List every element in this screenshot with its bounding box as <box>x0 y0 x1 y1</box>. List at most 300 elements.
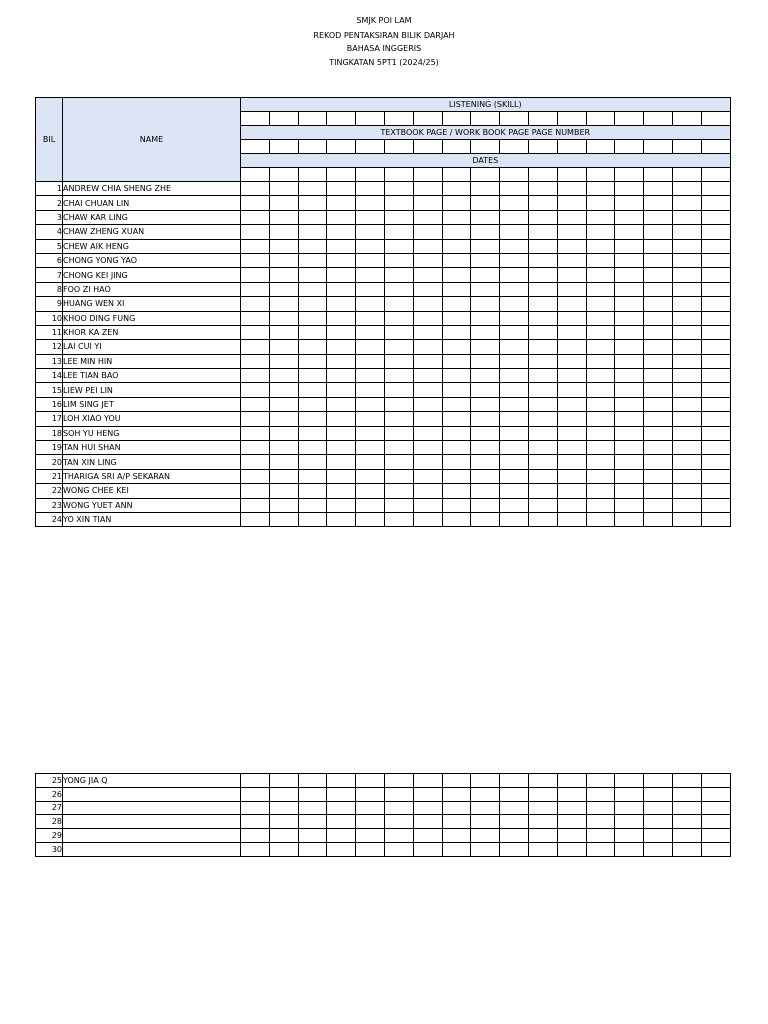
grade-cell[interactable] <box>241 340 270 354</box>
grade-cell[interactable] <box>528 311 557 325</box>
grade-cell[interactable] <box>701 210 730 224</box>
grade-cell[interactable] <box>413 512 442 526</box>
grade-cell[interactable] <box>471 383 500 397</box>
grade-cell[interactable] <box>528 801 557 815</box>
grade-cell[interactable] <box>701 787 730 801</box>
grade-cell[interactable] <box>471 239 500 253</box>
grade-cell[interactable] <box>500 484 529 498</box>
grade-cell[interactable] <box>413 168 442 182</box>
grade-cell[interactable] <box>500 441 529 455</box>
grade-cell[interactable] <box>528 397 557 411</box>
grade-cell[interactable] <box>557 484 586 498</box>
grade-cell[interactable] <box>701 774 730 788</box>
grade-cell[interactable] <box>384 311 413 325</box>
grade-cell[interactable] <box>356 498 385 512</box>
grade-cell[interactable] <box>327 282 356 296</box>
grade-cell[interactable] <box>356 829 385 843</box>
grade-cell[interactable] <box>413 412 442 426</box>
grade-cell[interactable] <box>241 282 270 296</box>
grade-cell[interactable] <box>413 815 442 829</box>
grade-cell[interactable] <box>672 469 701 483</box>
grade-cell[interactable] <box>241 469 270 483</box>
grade-cell[interactable] <box>586 455 615 469</box>
grade-cell[interactable] <box>269 225 298 239</box>
grade-cell[interactable] <box>528 268 557 282</box>
grade-cell[interactable] <box>356 340 385 354</box>
grade-cell[interactable] <box>644 297 673 311</box>
grade-cell[interactable] <box>500 210 529 224</box>
grade-cell[interactable] <box>557 369 586 383</box>
grade-cell[interactable] <box>615 426 644 440</box>
grade-cell[interactable] <box>356 383 385 397</box>
grade-cell[interactable] <box>615 210 644 224</box>
grade-cell[interactable] <box>672 801 701 815</box>
grade-cell[interactable] <box>557 455 586 469</box>
grade-cell[interactable] <box>701 829 730 843</box>
grade-cell[interactable] <box>644 112 673 126</box>
grade-cell[interactable] <box>269 842 298 856</box>
grade-cell[interactable] <box>413 426 442 440</box>
grade-cell[interactable] <box>269 168 298 182</box>
grade-cell[interactable] <box>356 441 385 455</box>
grade-cell[interactable] <box>384 469 413 483</box>
grade-cell[interactable] <box>615 168 644 182</box>
grade-cell[interactable] <box>672 239 701 253</box>
grade-cell[interactable] <box>298 210 327 224</box>
grade-cell[interactable] <box>701 354 730 368</box>
grade-cell[interactable] <box>644 182 673 196</box>
grade-cell[interactable] <box>644 311 673 325</box>
grade-cell[interactable] <box>298 325 327 339</box>
grade-cell[interactable] <box>298 774 327 788</box>
grade-cell[interactable] <box>644 239 673 253</box>
grade-cell[interactable] <box>413 774 442 788</box>
grade-cell[interactable] <box>557 383 586 397</box>
grade-cell[interactable] <box>615 354 644 368</box>
grade-cell[interactable] <box>442 112 471 126</box>
grade-cell[interactable] <box>384 369 413 383</box>
grade-cell[interactable] <box>327 484 356 498</box>
grade-cell[interactable] <box>701 842 730 856</box>
grade-cell[interactable] <box>644 455 673 469</box>
grade-cell[interactable] <box>471 268 500 282</box>
grade-cell[interactable] <box>672 774 701 788</box>
grade-cell[interactable] <box>528 297 557 311</box>
grade-cell[interactable] <box>586 829 615 843</box>
grade-cell[interactable] <box>586 182 615 196</box>
grade-cell[interactable] <box>644 512 673 526</box>
grade-cell[interactable] <box>701 340 730 354</box>
grade-cell[interactable] <box>586 282 615 296</box>
grade-cell[interactable] <box>442 787 471 801</box>
grade-cell[interactable] <box>500 282 529 296</box>
grade-cell[interactable] <box>269 397 298 411</box>
grade-cell[interactable] <box>586 140 615 154</box>
grade-cell[interactable] <box>471 311 500 325</box>
grade-cell[interactable] <box>500 239 529 253</box>
grade-cell[interactable] <box>500 340 529 354</box>
grade-cell[interactable] <box>557 168 586 182</box>
grade-cell[interactable] <box>471 829 500 843</box>
grade-cell[interactable] <box>413 354 442 368</box>
grade-cell[interactable] <box>471 369 500 383</box>
grade-cell[interactable] <box>413 225 442 239</box>
grade-cell[interactable] <box>644 253 673 267</box>
grade-cell[interactable] <box>701 253 730 267</box>
grade-cell[interactable] <box>442 383 471 397</box>
grade-cell[interactable] <box>269 774 298 788</box>
grade-cell[interactable] <box>672 168 701 182</box>
grade-cell[interactable] <box>471 441 500 455</box>
grade-cell[interactable] <box>384 484 413 498</box>
grade-cell[interactable] <box>557 340 586 354</box>
grade-cell[interactable] <box>701 325 730 339</box>
grade-cell[interactable] <box>500 225 529 239</box>
grade-cell[interactable] <box>586 297 615 311</box>
grade-cell[interactable] <box>471 787 500 801</box>
grade-cell[interactable] <box>327 426 356 440</box>
grade-cell[interactable] <box>701 311 730 325</box>
grade-cell[interactable] <box>586 498 615 512</box>
grade-cell[interactable] <box>298 268 327 282</box>
grade-cell[interactable] <box>356 484 385 498</box>
grade-cell[interactable] <box>298 512 327 526</box>
grade-cell[interactable] <box>269 426 298 440</box>
grade-cell[interactable] <box>269 239 298 253</box>
grade-cell[interactable] <box>701 182 730 196</box>
grade-cell[interactable] <box>241 268 270 282</box>
grade-cell[interactable] <box>327 441 356 455</box>
grade-cell[interactable] <box>269 455 298 469</box>
grade-cell[interactable] <box>500 397 529 411</box>
grade-cell[interactable] <box>413 297 442 311</box>
grade-cell[interactable] <box>442 397 471 411</box>
grade-cell[interactable] <box>298 253 327 267</box>
grade-cell[interactable] <box>644 196 673 210</box>
grade-cell[interactable] <box>298 815 327 829</box>
grade-cell[interactable] <box>327 801 356 815</box>
grade-cell[interactable] <box>241 210 270 224</box>
grade-cell[interactable] <box>442 369 471 383</box>
grade-cell[interactable] <box>442 325 471 339</box>
grade-cell[interactable] <box>644 168 673 182</box>
grade-cell[interactable] <box>644 774 673 788</box>
grade-cell[interactable] <box>615 774 644 788</box>
grade-cell[interactable] <box>413 498 442 512</box>
grade-cell[interactable] <box>413 801 442 815</box>
grade-cell[interactable] <box>644 441 673 455</box>
grade-cell[interactable] <box>528 455 557 469</box>
grade-cell[interactable] <box>644 498 673 512</box>
grade-cell[interactable] <box>471 498 500 512</box>
grade-cell[interactable] <box>528 815 557 829</box>
grade-cell[interactable] <box>615 484 644 498</box>
grade-cell[interactable] <box>586 225 615 239</box>
grade-cell[interactable] <box>356 297 385 311</box>
grade-cell[interactable] <box>500 787 529 801</box>
grade-cell[interactable] <box>500 774 529 788</box>
grade-cell[interactable] <box>384 340 413 354</box>
grade-cell[interactable] <box>356 801 385 815</box>
grade-cell[interactable] <box>327 512 356 526</box>
grade-cell[interactable] <box>413 383 442 397</box>
grade-cell[interactable] <box>327 340 356 354</box>
grade-cell[interactable] <box>356 787 385 801</box>
grade-cell[interactable] <box>327 325 356 339</box>
grade-cell[interactable] <box>644 383 673 397</box>
grade-cell[interactable] <box>528 842 557 856</box>
grade-cell[interactable] <box>644 140 673 154</box>
grade-cell[interactable] <box>413 196 442 210</box>
grade-cell[interactable] <box>269 787 298 801</box>
grade-cell[interactable] <box>528 441 557 455</box>
grade-cell[interactable] <box>327 268 356 282</box>
grade-cell[interactable] <box>701 225 730 239</box>
grade-cell[interactable] <box>298 787 327 801</box>
grade-cell[interactable] <box>586 354 615 368</box>
grade-cell[interactable] <box>241 182 270 196</box>
grade-cell[interactable] <box>471 325 500 339</box>
grade-cell[interactable] <box>442 239 471 253</box>
grade-cell[interactable] <box>500 196 529 210</box>
grade-cell[interactable] <box>298 383 327 397</box>
grade-cell[interactable] <box>557 412 586 426</box>
grade-cell[interactable] <box>471 182 500 196</box>
grade-cell[interactable] <box>500 168 529 182</box>
grade-cell[interactable] <box>241 196 270 210</box>
grade-cell[interactable] <box>442 210 471 224</box>
grade-cell[interactable] <box>384 774 413 788</box>
grade-cell[interactable] <box>298 225 327 239</box>
grade-cell[interactable] <box>586 210 615 224</box>
grade-cell[interactable] <box>672 253 701 267</box>
grade-cell[interactable] <box>557 297 586 311</box>
grade-cell[interactable] <box>557 140 586 154</box>
grade-cell[interactable] <box>701 441 730 455</box>
grade-cell[interactable] <box>384 168 413 182</box>
grade-cell[interactable] <box>384 225 413 239</box>
grade-cell[interactable] <box>672 210 701 224</box>
grade-cell[interactable] <box>672 354 701 368</box>
grade-cell[interactable] <box>528 253 557 267</box>
grade-cell[interactable] <box>644 340 673 354</box>
grade-cell[interactable] <box>384 801 413 815</box>
grade-cell[interactable] <box>500 412 529 426</box>
grade-cell[interactable] <box>528 369 557 383</box>
grade-cell[interactable] <box>701 801 730 815</box>
grade-cell[interactable] <box>528 340 557 354</box>
grade-cell[interactable] <box>672 484 701 498</box>
grade-cell[interactable] <box>500 469 529 483</box>
grade-cell[interactable] <box>356 225 385 239</box>
grade-cell[interactable] <box>500 383 529 397</box>
grade-cell[interactable] <box>528 426 557 440</box>
grade-cell[interactable] <box>442 225 471 239</box>
grade-cell[interactable] <box>384 182 413 196</box>
grade-cell[interactable] <box>701 397 730 411</box>
grade-cell[interactable] <box>442 297 471 311</box>
grade-cell[interactable] <box>557 441 586 455</box>
grade-cell[interactable] <box>241 168 270 182</box>
grade-cell[interactable] <box>471 297 500 311</box>
grade-cell[interactable] <box>701 196 730 210</box>
grade-cell[interactable] <box>586 412 615 426</box>
grade-cell[interactable] <box>413 340 442 354</box>
grade-cell[interactable] <box>471 484 500 498</box>
grade-cell[interactable] <box>471 397 500 411</box>
grade-cell[interactable] <box>413 469 442 483</box>
grade-cell[interactable] <box>442 253 471 267</box>
grade-cell[interactable] <box>269 196 298 210</box>
grade-cell[interactable] <box>298 829 327 843</box>
grade-cell[interactable] <box>442 484 471 498</box>
grade-cell[interactable] <box>615 815 644 829</box>
grade-cell[interactable] <box>442 340 471 354</box>
grade-cell[interactable] <box>327 383 356 397</box>
grade-cell[interactable] <box>356 815 385 829</box>
grade-cell[interactable] <box>672 512 701 526</box>
grade-cell[interactable] <box>269 412 298 426</box>
grade-cell[interactable] <box>586 325 615 339</box>
grade-cell[interactable] <box>384 441 413 455</box>
grade-cell[interactable] <box>471 815 500 829</box>
grade-cell[interactable] <box>471 842 500 856</box>
grade-cell[interactable] <box>269 210 298 224</box>
grade-cell[interactable] <box>384 829 413 843</box>
grade-cell[interactable] <box>356 369 385 383</box>
grade-cell[interactable] <box>471 253 500 267</box>
grade-cell[interactable] <box>557 210 586 224</box>
grade-cell[interactable] <box>500 140 529 154</box>
grade-cell[interactable] <box>644 225 673 239</box>
grade-cell[interactable] <box>586 484 615 498</box>
grade-cell[interactable] <box>384 383 413 397</box>
grade-cell[interactable] <box>500 512 529 526</box>
grade-cell[interactable] <box>500 369 529 383</box>
grade-cell[interactable] <box>327 354 356 368</box>
grade-cell[interactable] <box>298 282 327 296</box>
grade-cell[interactable] <box>500 426 529 440</box>
grade-cell[interactable] <box>557 112 586 126</box>
grade-cell[interactable] <box>500 268 529 282</box>
grade-cell[interactable] <box>586 268 615 282</box>
grade-cell[interactable] <box>701 426 730 440</box>
grade-cell[interactable] <box>615 397 644 411</box>
grade-cell[interactable] <box>586 168 615 182</box>
grade-cell[interactable] <box>528 210 557 224</box>
grade-cell[interactable] <box>471 210 500 224</box>
grade-cell[interactable] <box>442 311 471 325</box>
grade-cell[interactable] <box>413 140 442 154</box>
grade-cell[interactable] <box>644 484 673 498</box>
grade-cell[interactable] <box>615 801 644 815</box>
grade-cell[interactable] <box>471 340 500 354</box>
grade-cell[interactable] <box>471 140 500 154</box>
grade-cell[interactable] <box>615 469 644 483</box>
grade-cell[interactable] <box>241 829 270 843</box>
grade-cell[interactable] <box>269 512 298 526</box>
grade-cell[interactable] <box>384 196 413 210</box>
grade-cell[interactable] <box>528 325 557 339</box>
grade-cell[interactable] <box>615 268 644 282</box>
grade-cell[interactable] <box>241 239 270 253</box>
grade-cell[interactable] <box>586 369 615 383</box>
grade-cell[interactable] <box>644 829 673 843</box>
grade-cell[interactable] <box>384 498 413 512</box>
grade-cell[interactable] <box>356 140 385 154</box>
grade-cell[interactable] <box>384 140 413 154</box>
grade-cell[interactable] <box>672 140 701 154</box>
grade-cell[interactable] <box>269 801 298 815</box>
grade-cell[interactable] <box>356 455 385 469</box>
grade-cell[interactable] <box>241 774 270 788</box>
grade-cell[interactable] <box>327 239 356 253</box>
grade-cell[interactable] <box>701 282 730 296</box>
grade-cell[interactable] <box>327 498 356 512</box>
grade-cell[interactable] <box>528 140 557 154</box>
grade-cell[interactable] <box>241 512 270 526</box>
grade-cell[interactable] <box>500 815 529 829</box>
grade-cell[interactable] <box>356 774 385 788</box>
grade-cell[interactable] <box>586 842 615 856</box>
grade-cell[interactable] <box>327 842 356 856</box>
grade-cell[interactable] <box>528 196 557 210</box>
grade-cell[interactable] <box>442 268 471 282</box>
grade-cell[interactable] <box>442 140 471 154</box>
grade-cell[interactable] <box>586 787 615 801</box>
grade-cell[interactable] <box>586 239 615 253</box>
grade-cell[interactable] <box>356 168 385 182</box>
grade-cell[interactable] <box>241 412 270 426</box>
grade-cell[interactable] <box>557 311 586 325</box>
grade-cell[interactable] <box>327 469 356 483</box>
grade-cell[interactable] <box>327 112 356 126</box>
grade-cell[interactable] <box>528 787 557 801</box>
grade-cell[interactable] <box>241 354 270 368</box>
grade-cell[interactable] <box>557 282 586 296</box>
grade-cell[interactable] <box>644 268 673 282</box>
grade-cell[interactable] <box>586 112 615 126</box>
grade-cell[interactable] <box>384 455 413 469</box>
grade-cell[interactable] <box>327 815 356 829</box>
grade-cell[interactable] <box>672 815 701 829</box>
grade-cell[interactable] <box>528 182 557 196</box>
grade-cell[interactable] <box>701 112 730 126</box>
grade-cell[interactable] <box>672 182 701 196</box>
grade-cell[interactable] <box>672 325 701 339</box>
grade-cell[interactable] <box>644 842 673 856</box>
grade-cell[interactable] <box>384 412 413 426</box>
grade-cell[interactable] <box>557 182 586 196</box>
grade-cell[interactable] <box>701 498 730 512</box>
grade-cell[interactable] <box>615 325 644 339</box>
grade-cell[interactable] <box>557 426 586 440</box>
grade-cell[interactable] <box>471 282 500 296</box>
grade-cell[interactable] <box>384 112 413 126</box>
grade-cell[interactable] <box>269 815 298 829</box>
grade-cell[interactable] <box>327 369 356 383</box>
grade-cell[interactable] <box>557 815 586 829</box>
grade-cell[interactable] <box>615 829 644 843</box>
grade-cell[interactable] <box>471 112 500 126</box>
grade-cell[interactable] <box>413 268 442 282</box>
grade-cell[interactable] <box>298 842 327 856</box>
grade-cell[interactable] <box>298 397 327 411</box>
grade-cell[interactable] <box>528 282 557 296</box>
grade-cell[interactable] <box>528 412 557 426</box>
grade-cell[interactable] <box>241 253 270 267</box>
grade-cell[interactable] <box>528 112 557 126</box>
